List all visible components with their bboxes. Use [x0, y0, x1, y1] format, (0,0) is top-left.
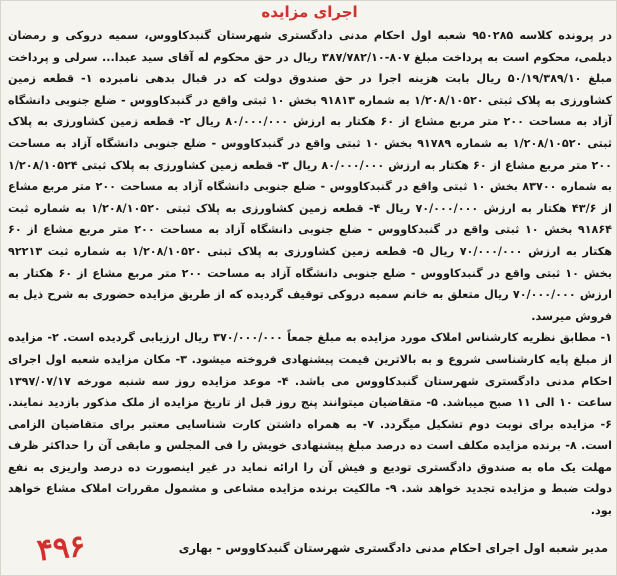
- notice-title: اجرای مزایده: [261, 3, 358, 21]
- handwritten-stamp-number: ۴۹۶: [35, 528, 88, 569]
- notice-paragraph-main: در پرونده کلاسه ۹۵۰۲۸۵ شعبه اول احکام مدنی دادگستری شهرستان گنبدکاووس، سمیه دروکی و رمضان دیلمی، محکوم است به پرداخت مبلغ ۸۰۷-۳۸۷/۷۸۲/۱۰ ریال در حق محکوم له آقای سید عبدا... سرلی و پرداخت مبلغ ۵۰/۱۹/۳۸۹/۱۰ ریال بابت هزینه اجرا در حق صندوق دولت که در قبال بدهی نامبرده ۱- قطعه زمین کشاورزی به پلاک ثبتی ۱/۲۰۸/۱۰۵۲۰ به شماره ۹۱۸۱۳ بخش ۱۰ ثبتی واقع در گنبدکاووس - ضلع جنوبی دانشگاه آزاد به مساحت ۲۰۰ متر مربع مشاع از ۶۰ هکتار به ارزش ۸۰/۰۰۰/۰۰۰ ریال ۲- قطعه زمین کشاورزی به پلاک ثبتی ۱/۲۰۸/۱۰۵۲۰ به شماره ۹۱۷۸۹ بخش ۱۰ ثبتی واقع در گنبدکاووس - ضلع جنوبی دانشگاه آزاد به مساحت ۲۰۰ متر مربع مشاع از ۶۰ هکتار به ارزش ۸۰/۰۰۰/۰۰۰ ریال ۳- قطعه زمین کشاورزی به پلاک ثبتی ۱/۲۰۸/۱۰۵۲۴ به شماره ۸۳۷۰۰ بخش ۱۰ ثبتی واقع در گنبدکاووس - ضلع جنوبی دانشگاه آزاد به مساحت ۲۰۰ متر مربع مشاع از ۴۳/۶ هکتار به ارزش ۷۰/۰۰۰/۰۰۰ ریال ۴- قطعه زمین کشاورزی به پلاک ثبتی ۱/۲۰۸/۱۰۵۲۰ به شماره ثبت ۹۱۸۶۴ بخش ۱۰ ثبتی واقع در گنبدکاووس - ضلع جنوبی دانشگاه آزاد به مساحت ۲۰۰ متر مربع مشاع از ۶۰ هکتار به ارزش ۷۰/۰۰۰/۰۰۰ ریال ۵- قطعه زمین کشاورزی به پلاک ثبتی ۱/۲۰۸/۱۰۵۲۰ به شماره ثبت ۹۲۲۱۳ بخش ۱۰ ثبتی واقع در گنبدکاووس - ضلع جنوبی دانشگاه آزاد به مساحت ۲۰۰ متر مربع مشاع از ۶۰ هکتار به ارزش ۷۰/۰۰۰/۰۰۰ ریال متعلق به خانم سمیه دروکی توقیف گردیده که از طریق مزایده حضوری به شرح ذیل به فروش میرسد.: [8, 29, 613, 323]
- notice-body: [8, 25, 612, 522]
- notice-paragraph-conditions: ۱- مطابق نظریه کارشناس املاک مورد مزایده به مبلغ جمعاً ۳۷۰/۰۰۰/۰۰۰ ریال ارزیابی گردیده است. ۲- مزایده از مبلغ پایه کارشناسی شروع و به بالاترین قیمت پیشنهادی فروخته میشود. ۳- مکان مزایده شعبه اول اجرای احکام مدنی دادگستری شهرستان گنبدکاووس می باشد. ۴- موعد مزایده روز سه شنبه مورخه ۱۳۹۷/۰۷/۱۷ ساعت ۱۰ الی ۱۱ صبح میباشد. ۵- متقاضیان میتوانند پنج روز قبل از تاریخ مزایده از ملک مذکور بازدید نمایند. ۶- مزایده برای نوبت دوم تشکیل میگردد. ۷- به همراه داشتن کارت شناسایی معتبر برای متقاضیان الزامی است. ۸- برنده مزایده مکلف است ده درصد مبلغ پیشنهادی خویش را فی المجلس و مابقی آن را حداکثر ظرف مهلت یک ماه به صندوق دادگستری تودیع و فیش آن را ارائه نماید در غیر اینصورت ده درصد واریزی به نفع دولت ضبط و مزایده تجدید خواهد شد. ۹- مالکیت برنده مزایده مشاعی و مشمول مقررات املاک مشاع خواهد بود.: [8, 331, 612, 518]
- notice-signature: مدیر شعبه اول اجرای احکام مدنی دادگستری شهرستان گنبدکاووس - بهاری: [178, 541, 608, 555]
